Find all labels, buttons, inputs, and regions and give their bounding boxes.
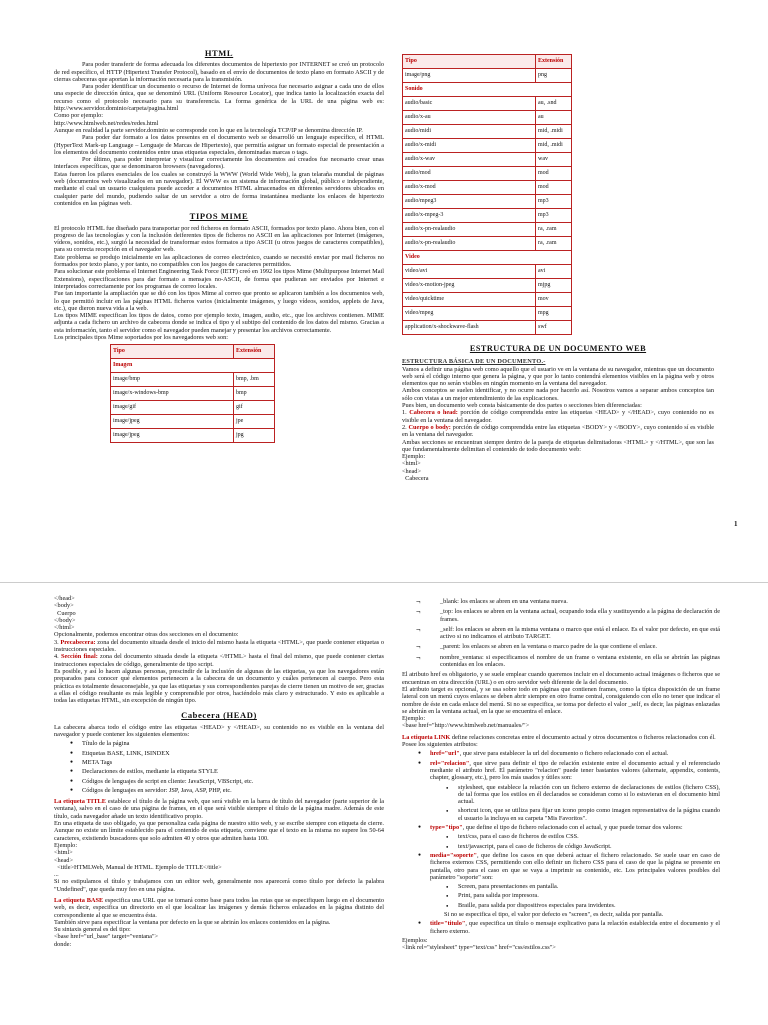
item-number: 2. [402, 423, 407, 431]
paragraph: Posee los siguientes atributos: [402, 741, 478, 749]
table-group-label: Video [403, 251, 572, 265]
list-item [430, 852, 720, 918]
table-row [403, 293, 572, 307]
attribute-keyword: href="url" [430, 750, 460, 758]
item-keyword: Sección final: [60, 653, 98, 661]
table-cell: image/png [403, 69, 536, 83]
list-item: ¬ _blank: los enlaces se abren en una ventana nueva. [426, 598, 720, 605]
table-row [403, 237, 572, 251]
paragraph [54, 798, 384, 820]
code-line: </head> [54, 595, 75, 602]
attribute-keyword: rel="relacion" [430, 759, 470, 767]
paragraph: Es posible, y así lo hacen algunas personas, prescindir de la inclusión de algunas de las etiquetas, ya que los navegadores están preparados para conocer qué elementos pertenecen a la cabecera de un documento y cuáles pertenecen al cuerpo. Pero esta práctica es totalmente desaconsejable, ya que las etiquetas y sus correspondientes parejas de cierre tienen un motivo de ser, gracias a ellas el código resultante es más legible y comprensible por otros, haciéndolo más claro y estructurado. Y esto es aplicable a todas las etiquetas HTML, sin excepción de ningún tipo. [54, 667, 384, 705]
table-cell: audio/basic [403, 97, 536, 111]
table-row [111, 387, 275, 401]
table-header-row [111, 345, 275, 359]
table-row [403, 265, 572, 279]
list-item: ● Braille, para salida por dispositivos especiales para invidentes. [458, 902, 720, 909]
list-item: ● Códigos de lenguajes en servidor: JSP, Java, ASP, PHP, etc. [82, 787, 384, 794]
table-header-cell: Extensión [536, 55, 572, 69]
table-cell: ra, .ram [536, 223, 572, 237]
paragraph: Si no se especifica el tipo, el valor por defecto es "screen", es decir, salida por pantalla. [444, 910, 664, 918]
table-group-label: Imagen [111, 359, 275, 373]
tag-keyword: La etiqueta LINK [402, 733, 451, 741]
paragraph-text: especifica una URL que se tomará como base para todos las rutas que se especifiquen luego en el documento web, es decir, especifica un directorio en el que localizar las imágenes y demás ficheros enlazados en la página distinto del correspondiente al que se encuentra ésta. [54, 896, 384, 919]
section-title-html: HTML [204, 48, 234, 58]
table-cell: wav [536, 153, 572, 167]
table-cell: audio/midi [403, 125, 536, 139]
target-values-list [426, 598, 720, 668]
paragraph: Para poder dar formato a los datos presentes en el documento web se desarrolló un lenguaje específico, el HTML (HyperText Mark-up Language – Lenguaje de Marcas de Hipertexto), que permitía asignar un formato especial de presentación a los elementos del documento contenidos entre unas etiquetas especiales, denominadas marcas o tags. [54, 134, 384, 156]
table-header-row [403, 55, 572, 69]
table-cell: image/x-windows-bmp [111, 387, 234, 401]
list-item: ● META Tags [82, 759, 384, 766]
table-row [403, 195, 572, 209]
table-cell: mp3 [536, 195, 572, 209]
paragraph: Los principales tipos Mime soportados por los navegadores web son: [54, 333, 229, 341]
item-number: 4. [54, 653, 59, 661]
paragraph: Si no estipulamos el título y trabajamos con un editor web, generalmente nos aparecerá como título por defecto la palabra "Undefined", que queda muy feo en una página. [54, 878, 384, 893]
table-cell: mod [536, 167, 572, 181]
list-item: ● Etiquetas BASE, LINK, ISINDEX [82, 750, 384, 757]
paragraph: Aunque en realidad la parte servidor.dominio se corresponde con lo que en la tecnología TCP/IP se denomina dirección IP. [54, 126, 363, 134]
code-line: <title>HTMLWeb, Manual de HTML. Ejemplo de TITLE</title> [54, 863, 222, 871]
list-item: ¬ _parent: los enlaces se abren en la ventana o marco padre de la que contiene el enlace. [426, 643, 720, 650]
subsection-title: ESTRUCTURA BÁSICA DE UN DOCUMENTO.- [402, 358, 546, 366]
paragraph: Ambas secciones se encuentran siempre dentro de la pareja de etiquetas delimitadoras <HTML> y </HTML>, que son las que fundamentalmente delimitan el contenido de todo documento web: [402, 438, 714, 453]
paragraph: Opcionalmente, podemos encontrar otras dos secciones en el documento: [54, 631, 239, 639]
table-row [403, 139, 572, 153]
table-header-cell: Tipo [403, 55, 536, 69]
table-group-label: Sonido [403, 83, 572, 97]
paragraph: Fue tan importante la ampliación que se dió con los tipos Mime al correo que pronto se aplicaron también a los documentos web, lo que permitió incluir en las páginas HTML ficheros varios (inicialmente imágenes, y luego vídeos, sonidos, applets de Java, etc.), que dieron nueva vida a la web. [54, 290, 384, 312]
section-title-head: Cabecera (HEAD) [181, 710, 257, 721]
table-row [403, 167, 572, 181]
list-item: ● Screen, para presentaciones en pantalla. [458, 883, 720, 890]
attribute-text: , que sirve para definir el tipo de relación existente entre el documento actual y el referenciado mediante el atributo href. El parámetro "relacion" puede tener bastantes valores (alternate, appendix, contents, chapter, glossary, etc.), pero los más usados y útiles son: [430, 759, 720, 782]
page1-right-column [402, 54, 714, 482]
list-item: ● Título de la página [82, 740, 384, 747]
attribute-text: , que define los casos en que deberá actuar el fichero relacionado. Se suele usar en caso de ficheros externos CSS, permitiendo con ello definir un fichero CSS para el caso de que la página se presente en pantalla, otro para el caso en que se vaya a imprimir su contenido, etc. Los principales valores posibles del parámetro "soporte" son: [430, 851, 720, 881]
paragraph: Como por ejemplo: [54, 112, 103, 120]
paragraph: Para solucionar este problema el Internet Engineering Task Force (IETF) creó en 1992 los tipos Mime (Multipurpose Internet Mail Extensions), especificaciones para dar formato a mensajes no-ASCII, de forma que pudieran ser enviados por Internet e interpretados correctamente por los programas de correo locales. [54, 268, 384, 290]
item-text: porción de código comprendida entre las etiquetas <HEAD> y </HEAD>, cuyo contenido no es visible en la ventana del navegador. [402, 409, 715, 424]
paragraph-text: establece el título de la página web, que será visible en la barra de título del navegador (parte superior de la ventana), salvo en el caso de una página de frames, en el que será visible siempre el título de la página madre. Además de este título, cada navegador añade un texto identificativo propio. [54, 798, 385, 820]
table-cell: mpg [536, 307, 572, 321]
paragraph-text: define relaciones concretas entre el documento actual y otros documentos o ficheros relacionados con él. [451, 733, 716, 741]
paragraph: donde: [54, 940, 72, 948]
table-cell: jpg [234, 429, 275, 443]
paragraph: Este problema se produjo inicialmente en las aplicaciones de correo electrónico, cuando se necesitó enviar por mail ficheros no formados por texto plano, y por tanto, no compatibles con los juegos de caracteres permitidos. [54, 253, 384, 269]
table-row [111, 415, 275, 429]
table-row [403, 223, 572, 237]
paragraph: Ejemplo: [402, 453, 426, 461]
table-cell: mjpg [536, 279, 572, 293]
section-title-estructura: ESTRUCTURA DE UN DOCUMENTO WEB [469, 344, 647, 353]
table-cell: audio/x-mod [403, 181, 536, 195]
item-keyword: Precabecera: [60, 638, 96, 646]
code-line: <head> [54, 856, 73, 864]
list-item: ¬ _top: los enlaces se abren en la ventana actual, ocupando toda ella y sustituyendo a la página de declaración de frames. [426, 608, 720, 623]
code-line: <body> [54, 602, 74, 610]
attribute-text: , que especifica un título o mensaje explicativo para la relación establecida entre el documento y el fichero externo. [430, 920, 720, 935]
code-line: </body> [54, 616, 76, 624]
sublist [442, 883, 720, 909]
paragraph: Para poder transferir de forma adecuada los diferentes documentos de hipertexto por INTERNET se creó un protocolo de red específico, el HTTP (Hipertext Transfer Protocol), basado en el envío de documentos de texto plano en formato ASCII y de cierras cabeceras que aportan la información necesaria para la transmisión. [54, 61, 384, 83]
link-attributes-list [414, 750, 720, 935]
section-title-mime: TIPOS MIME [189, 211, 249, 222]
paragraph [54, 897, 384, 919]
table-cell: video/mpeg [403, 307, 536, 321]
numbered-item [402, 424, 714, 439]
table-header-cell: Extensión [234, 345, 275, 359]
list-item [430, 750, 720, 757]
paragraph: El atributo target es opcional, y se usa sobre todo en páginas que contienen frames, como la típica disposición de un frame lateral con un menú cuyos enlaces se deben abrir siempre en otro frame central, consiguiendo con ello no tener que indicar el nombre de éste en cada enlace del menú. Si no se especifica, se toma por defecto el valor _self, es decir, las páginas enlazadas se abrirán en la ventana actual, en la que se encuentra el enlace. [402, 685, 720, 715]
paragraph: También sirve para especificar la ventana por defecto en la que se abrirán los enlaces contenidos en la página. [54, 918, 331, 926]
tag-keyword: La etiqueta TITLE [54, 798, 106, 806]
numbered-item [54, 653, 384, 668]
numbered-item [402, 409, 714, 424]
table-group-row [403, 251, 572, 265]
table-cell: audio/x-wav [403, 153, 536, 167]
table-cell: audio/mpeg3 [403, 195, 536, 209]
code-line: Cuerpo [54, 609, 76, 617]
table-cell: gif [234, 401, 275, 415]
list-item: ● text/css, para el caso de ficheros de estilos CSS. [458, 833, 720, 840]
list-item: ¬ _self: los enlaces se abren en la misma ventana o marco que está el enlace. Es el valor por defecto, en que está activo si no indicamos el atributo TARGET. [426, 626, 720, 641]
table-cell: swf [536, 321, 572, 335]
table-cell: application/x-shockwave-flash [403, 321, 536, 335]
item-number: 3. [54, 638, 59, 646]
table-group-row [403, 83, 572, 97]
code-line: <base href="url_base" target="ventana"> [54, 933, 159, 941]
list-item: ● Print, para salida por impresora. [458, 892, 720, 899]
attribute-text: , que define el tipo de fichero relacionado con el actual, y que puede tomar dos valores: [462, 824, 683, 832]
table-cell: png [536, 69, 572, 83]
code-line: Cabecera [402, 475, 429, 483]
code-line: <link rel="stylesheet" type="text/css" href="css/estilos.css"> [402, 944, 556, 952]
mime-image-table [110, 344, 275, 443]
paragraph: Para poder identificar un documento o recurso de Internet de forma unívoca fue necesario asignar a cada uno de ellos una especie de dirección única, que se denominó URL (Uniform Resource Locator), que indica tanto la localización exacta del recurso como el protocolo necesario para su transferencia. La forma genérica de la URL de una página web es: http://www.servidor.dominio/carpeta/pagina.html [54, 83, 384, 113]
table-cell: mid, .midi [536, 125, 572, 139]
table-group-row [111, 359, 275, 373]
item-text: porción de código comprendida entre las etiquetas <BODY> y </BODY>, cuyo contenido sí es visible en la ventana del navegador. [402, 423, 715, 439]
paragraph: Pues bien, un documento web consta básicamente de dos partes o secciones bien diferenciadas: [402, 402, 642, 410]
paragraph: Los tipos MIME especifican los tipos de datos, como por ejemplo texto, imagen, audio, etc., que los archivos contienen. MIME adjunta a cada fichero un archivo de cabecera donde se indica el tipo y el subtipo del contenido de los datos del mismo. Gracias a esta información, tanto el servidor como el navegador pueden manejar y presentar los archivos correctamente. [54, 312, 384, 334]
table-cell: mov [536, 293, 572, 307]
table-row [111, 401, 275, 415]
table-cell: audio/x-midi [403, 139, 536, 153]
list-item: ● Declaraciones de estilos, mediante la etiqueta STYLE [82, 768, 384, 775]
page1-left-column [54, 50, 384, 443]
list-item: ¬ nombre_ventana: si especificamos el nombre de un frame o ventana existente, en ella se abrirán las páginas contenidas en los enlaces. [426, 654, 720, 669]
paragraph: Estas fueron los pilares esenciales de los cuales se construyó la WWW (World Wide Web), la gran telaraña mundial de páginas web (documentos web visualizados en un navegador). El WWW es un sistema de información global, público e independiente, mediante el cual un usuario cualquiera puede acceder a documentos HTML almacenados en diferentes servidores ubicados en cualquier parte del mundo, pudiendo saltar de un servidor a otro de forma instantánea mediante los enlaces de hipertexto contenidos en las páginas web. [54, 170, 384, 207]
table-cell: audio/x-mpeg-3 [403, 209, 536, 223]
paragraph [402, 734, 720, 741]
table-row [403, 279, 572, 293]
attribute-keyword: title="titulo" [430, 920, 466, 928]
item-text: zona del documento situada desde el inicio del mismo hasta la etiqueta <HTML>, que puede contener etiquetas o instrucciones especiales. [54, 638, 384, 654]
table-cell: image/bmp [111, 373, 234, 387]
list-item: ● shortcut icon, que se utiliza para fijar un icono propio como imagen representativa de la página cuando el usuario la incluya en su carpeta "Mis Favoritos". [458, 807, 720, 822]
table-cell: audio/x-pn-realaudio [403, 237, 536, 251]
table-row [403, 97, 572, 111]
table-row [403, 111, 572, 125]
paragraph: Ambos conceptos se suelen identificar, y no ocurre nada por hacerlo así. Nosotros vamos a separar ambos conceptos tan sólo con vistas a un mejor entendimiento de las explicaciones. [402, 387, 714, 402]
mime-media-table [402, 54, 572, 335]
document-page-2 [0, 582, 768, 1025]
paragraph: Ejemplo: [402, 715, 426, 723]
paragraph: Ejemplos: [402, 936, 428, 944]
head-elements-list [66, 740, 384, 794]
attribute-text: , que sirve para establecer la url del documento o fichero relacionado con el actual. [459, 750, 669, 758]
list-item: ● Códigos de lenguajes de script en cliente: JavaScript, VBScript, etc. [82, 778, 384, 785]
code-line: <base href="http://www.htmlweb.net/manuales/"> [402, 722, 530, 730]
page-number: 1 [734, 520, 738, 528]
table-cell: image/jpeg [111, 415, 234, 429]
list-item [430, 824, 720, 850]
table-cell: video/avi [403, 265, 536, 279]
example-url: http://www.htmlweb.net/redes/redes.html [54, 119, 159, 127]
code-line: <html> [402, 460, 421, 468]
paragraph: Vamos a definir una página web como aquello que el usuario ve en la ventana de su navegador, mientras que un documento web será el código interno que genera la página, y que por lo tanto contendrá elementos visibles en la página web y otros elementos que no serán visibles en ningún momento en la ventana del navegador. [402, 365, 714, 388]
paragraph: Su sintaxis general es del tipo: [54, 926, 131, 934]
item-number: 1. [402, 409, 407, 417]
table-cell: video/quicktime [403, 293, 536, 307]
paragraph: La cabecera abarca todo el código entre las etiquetas <HEAD> y </HEAD>, su contenido no es visible en la ventana del navegador y puede contener los siguientes elementos: [54, 723, 384, 739]
table-row [403, 69, 572, 83]
table-cell: image/gif [111, 401, 234, 415]
paragraph: El protocolo HTML fue diseñado para transportar por red ficheros en formato ASCII, formados por texto plano. Ahora bien, con el progreso de las tecnologías y con la inclusión deiferentes tipos de ficheros no ASCII en las aplicaciones por Internet (imágenes, vídeos, sonidos, etc.), surgió la necesidad de transformar estos formatos a tipo ASCII (u otros juegos de caracteres compatibles), para su correcta recepción en el navegador web. [54, 224, 384, 254]
table-cell: jpe [234, 415, 275, 429]
table-row [111, 373, 275, 387]
table-cell: audio/x-au [403, 111, 536, 125]
code-line: <head> [402, 467, 421, 475]
paragraph: El atributo href es obligatorio, y se suele emplear cuando queremos incluir en el documento actual imágenes o ficheros que se encuentran en otra dirección (URL) o en otro servidor web diferente de la del documento. [402, 671, 720, 686]
sublist [442, 784, 720, 822]
table-cell: image/jpeg [111, 429, 234, 443]
page2-right-column [402, 597, 720, 951]
table-cell: au [536, 111, 572, 125]
numbered-item [54, 639, 384, 654]
table-row [111, 429, 275, 443]
table-row [403, 181, 572, 195]
table-cell: mp3 [536, 209, 572, 223]
table-cell: au, .snd [536, 97, 572, 111]
code-line: <html> [54, 849, 73, 857]
attribute-keyword: media="soporte" [430, 851, 477, 859]
table-header-cell: Tipo [111, 345, 234, 359]
table-row [403, 153, 572, 167]
table-cell: audio/mod [403, 167, 536, 181]
code-line: ... [54, 871, 59, 879]
attribute-keyword: type="tipo" [430, 824, 463, 832]
paragraph: En una etiqueta de uso obligado, ya que personaliza cada página de nuestro sitio web, y se escribe siempre con etiqueta de cierre. Aunque no existe un límite establecido para el contenido de esta etiqueta, conviene que el texto en la misma no supere los 50-64 caracteres, existiendo buscadores que solo admiten 40 y otros que admiten hasta 100. [54, 820, 384, 842]
table-row [403, 321, 572, 335]
table-cell: mod [536, 181, 572, 195]
table-cell: bmp [234, 387, 275, 401]
list-item [430, 920, 720, 935]
table-row [403, 125, 572, 139]
paragraph: Ejemplo: [54, 841, 78, 849]
item-text: zona del documento situada desde la etiqueta </HTML> hasta el final del mismo, que puede contener ciertas instrucciones especiales de código, generalmente de tipo script. [54, 653, 384, 668]
code-line: </html> [54, 624, 75, 632]
list-item: ● text/javascript, para el caso de ficheros de código JavaScript. [458, 843, 720, 850]
table-cell: avi [536, 265, 572, 279]
table-row [403, 307, 572, 321]
table-cell: mid, .midi [536, 139, 572, 153]
table-row [403, 209, 572, 223]
page2-left-column [54, 595, 384, 948]
table-cell: audio/x-pn-realaudio [403, 223, 536, 237]
sublist [442, 833, 720, 850]
item-keyword: Cuerpo o body: [408, 423, 451, 431]
list-item [430, 760, 720, 822]
table-cell: video/x-motion-jpeg [403, 279, 536, 293]
table-cell: bmp, .bm [234, 373, 275, 387]
table-cell: ra, .ram [536, 237, 572, 251]
list-item: ● stylesheet, que establece la relación con un fichero externo de declaraciones de estilos (fichero CSS), de tal forma que los estilos en él declarados se consideran como si lo estuvieran en el documento html actual. [458, 784, 720, 806]
tag-keyword: La etiqueta BASE [54, 896, 104, 904]
item-keyword: Cabecera o head: [409, 409, 458, 417]
paragraph: Por último, para poder interpretar y visualizar correctamente los documentos así creados fue necesario crear unas interfaces específicas, que se denominaron browsers (navegadores). [54, 156, 384, 171]
